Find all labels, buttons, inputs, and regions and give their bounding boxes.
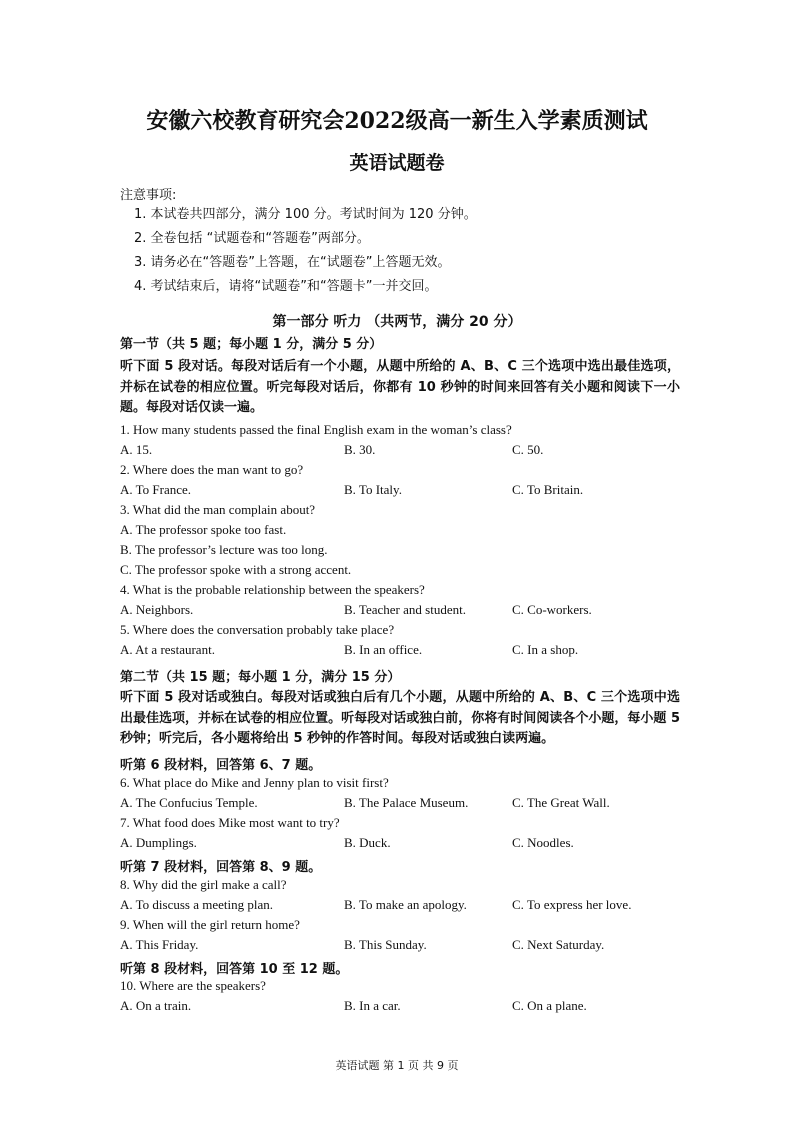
notes-heading: 注意事项: — [120, 188, 177, 203]
question-4-options — [120, 602, 680, 620]
option-a: A. To discuss a meeting plan. — [120, 897, 274, 912]
option-b: B. To Italy. — [344, 482, 402, 497]
question-8: 8. Why did the girl make a call? — [120, 877, 287, 892]
option-a: A. This Friday. — [120, 937, 199, 952]
question-6: 6. What place do Mike and Jenny plan to visit first? — [120, 775, 389, 790]
option-a: A. On a train. — [120, 998, 192, 1013]
option-a: A. At a restaurant. — [120, 642, 215, 657]
question-1-options — [120, 442, 680, 460]
option-b: B. Duck. — [344, 835, 391, 850]
option-b: B. To make an apology. — [344, 897, 467, 912]
option-b: B. Teacher and student. — [344, 602, 466, 617]
question-3: 3. What did the man complain about? — [120, 502, 316, 517]
material-7-heading: 听第 7 段材料，回答第 8、9 题。 — [120, 860, 322, 875]
notes-list — [134, 206, 694, 302]
option-c: C. The Great Wall. — [512, 795, 610, 810]
option-c: C. In a shop. — [512, 642, 579, 657]
option-a: A. The Confucius Temple. — [120, 795, 258, 810]
material-8-heading: 听第 8 段材料，回答第 10 至 12 题。 — [120, 962, 349, 977]
option-c: C. 50. — [512, 442, 544, 457]
note-item: 3. 请务必在“答题卷”上答题，在“试题卷”上答题无效。 — [134, 255, 451, 270]
question-10: 10. Where are the speakers? — [120, 978, 266, 993]
page-title: 安徽六校教育研究会2022级高一新生入学素质测试 — [146, 108, 648, 134]
page-footer: 英语试题 第 1 页 共 9 页 — [335, 1059, 459, 1072]
section1-heading: 第一节（共 5 题；每小题 1 分，满分 5 分） — [120, 337, 383, 352]
option-b: B. The Palace Museum. — [344, 795, 469, 810]
option-b: B. The professor’s lecture was too long. — [120, 542, 328, 557]
note-item: 1. 本试卷共四部分，满分 100 分。考试时间为 120 分钟。 — [134, 207, 477, 222]
question-8-options — [120, 897, 680, 915]
option-a: A. Dumplings. — [120, 835, 197, 850]
option-a: A. Neighbors. — [120, 602, 194, 617]
section2-heading: 第二节（共 15 题；每小题 1 分，满分 15 分） — [120, 670, 401, 685]
question-1: 1. How many students passed the final English exam in the woman’s class? — [120, 422, 512, 437]
option-c: C. To Britain. — [512, 482, 584, 497]
note-item: 4. 考试结束后，请将“试题卷”和“答题卡”一并交回。 — [134, 279, 438, 294]
option-b: B. In a car. — [344, 998, 401, 1013]
option-c: C. Co-workers. — [512, 602, 592, 617]
option-c: C. Noodles. — [512, 835, 574, 850]
question-9: 9. When will the girl return home? — [120, 917, 300, 932]
question-2-options — [120, 482, 680, 500]
question-5: 5. Where does the conversation probably take place? — [120, 622, 395, 637]
option-b: B. This Sunday. — [344, 937, 427, 952]
question-5-options — [120, 642, 680, 660]
question-9-options — [120, 937, 680, 955]
option-b: B. In an office. — [344, 642, 423, 657]
option-c: C. Next Saturday. — [512, 937, 605, 952]
option-c: C. The professor spoke with a strong accent. — [120, 562, 352, 577]
section1-instruction: 听下面 5 段对话。每段对话后有一个小题，从题中所给的 A、B、C 三个选项中选出最佳选项，并标在试卷的相应位置。听完每段对话后，你都有 10 秒钟的时间来回答有关小题和阅读下一小题。每段对话仅读一遍。 — [120, 359, 680, 415]
option-b: B. 30. — [344, 442, 376, 457]
section2-instruction: 听下面 5 段对话或独白。每段对话或独白后有几个小题，从题中所给的 A、B、C 三个选项中选出最佳选项，并标在试卷的相应位置。听每段对话或独白前，你将有时间阅读各个小题，每小题 5 秒钟；听完后，各小题将给出 5 秒钟的作答时间。每段对话或独白读两遍。 — [120, 690, 680, 746]
question-4: 4. What is the probable relationship between the speakers? — [120, 582, 425, 597]
question-2: 2. Where does the man want to go? — [120, 462, 304, 477]
question-10-options — [120, 998, 680, 1016]
option-c: C. On a plane. — [512, 998, 587, 1013]
option-a: A. To France. — [120, 482, 192, 497]
question-6-options — [120, 795, 680, 813]
page-subtitle: 英语试题卷 — [349, 152, 445, 174]
option-a: A. 15. — [120, 442, 153, 457]
option-a: A. The professor spoke too fast. — [120, 522, 287, 537]
part1-title: 第一部分 听力 （共两节，满分 20 分） — [272, 314, 522, 330]
note-item: 2. 全卷包括 “试题卷和“答题卷”两部分。 — [134, 231, 370, 246]
option-c: C. To express her love. — [512, 897, 632, 912]
material-6-heading: 听第 6 段材料，回答第 6、7 题。 — [120, 758, 322, 773]
question-7: 7. What food does Mike most want to try? — [120, 815, 340, 830]
question-7-options — [120, 835, 680, 853]
